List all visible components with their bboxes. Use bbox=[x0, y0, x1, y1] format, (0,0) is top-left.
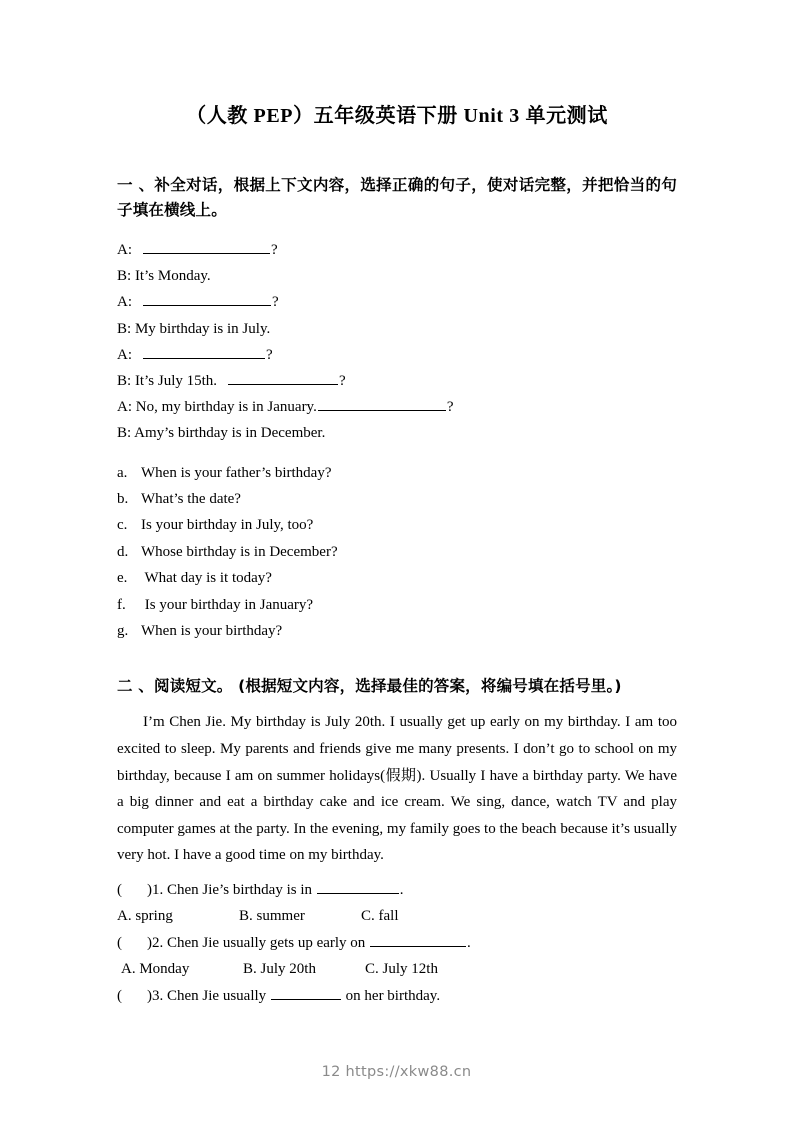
option-text: When is your birthday? bbox=[141, 623, 283, 640]
choice-text: Monday bbox=[135, 961, 190, 978]
dialogue-list bbox=[117, 237, 677, 447]
choice-text: July 12th bbox=[378, 961, 438, 978]
question-number: 2. bbox=[152, 934, 164, 951]
list-item[interactable] bbox=[117, 592, 677, 618]
option-letter: b. bbox=[117, 491, 129, 508]
section-2-heading: 二 、阅读短文。 (根据短文内容，选择最佳的答案，将编号填在括号里。) bbox=[117, 677, 622, 696]
choice-text: fall bbox=[374, 908, 399, 925]
dialogue-line bbox=[117, 289, 677, 315]
answer-blank[interactable] bbox=[318, 396, 446, 411]
choice-b[interactable] bbox=[239, 903, 361, 929]
answer-parenthesis[interactable] bbox=[117, 877, 147, 903]
choice-c[interactable] bbox=[361, 903, 399, 929]
dialogue-speaker: B: bbox=[117, 268, 132, 285]
question-text-after: on her birthday. bbox=[341, 987, 441, 1004]
answer-blank[interactable] bbox=[143, 239, 270, 254]
question-stem bbox=[117, 930, 677, 956]
dialogue-line bbox=[117, 420, 677, 446]
dialogue-line bbox=[117, 237, 677, 263]
dialogue-line bbox=[117, 394, 677, 420]
paren-open: ( bbox=[117, 987, 122, 1004]
dialogue-line bbox=[117, 342, 677, 368]
dialogue-speaker: B: bbox=[117, 320, 132, 337]
dialogue-speaker: B: bbox=[117, 373, 132, 390]
paren-open: ( bbox=[117, 882, 122, 899]
dialogue-speaker: A: bbox=[117, 346, 132, 363]
choice-label: B. bbox=[243, 961, 257, 978]
choice-label: C. bbox=[361, 908, 375, 925]
dialogue-suffix: ? bbox=[271, 242, 278, 258]
paren-close: ) bbox=[147, 987, 152, 1004]
choice-label: A. bbox=[121, 961, 136, 978]
dialogue-line bbox=[117, 316, 677, 342]
question-text: Chen Jie’s birthday is in bbox=[163, 882, 312, 899]
option-letter: c. bbox=[117, 517, 128, 534]
option-list bbox=[117, 460, 677, 645]
option-letter: d. bbox=[117, 543, 129, 560]
question-text-after: . bbox=[399, 882, 404, 899]
answer-blank[interactable] bbox=[271, 985, 341, 1000]
answer-parenthesis[interactable] bbox=[117, 983, 147, 1009]
answer-blank[interactable] bbox=[143, 291, 271, 306]
reading-passage: I’m Chen Jie. My birthday is July 20th. I usually get up early on my birthday. I am too excited to sleep. My parents and friends give me many presents. I don’t go to school on my birthday, because I am on summer holidays(假期). Usually I have a birthday party. We have a big dinner and eat a birthday cake and ice cream. We sing, dance, watch TV and play computer games at the party. In the evening, my family goes to the beach because it’s usually very hot. I have a good time on my birthday. bbox=[117, 714, 677, 864]
answer-parenthesis[interactable] bbox=[117, 930, 147, 956]
choice-row bbox=[117, 956, 677, 982]
dialogue-suffix: ? bbox=[272, 294, 279, 311]
dialogue-text: No, my birthday is in January. bbox=[132, 399, 317, 416]
answer-blank[interactable] bbox=[370, 932, 466, 947]
dialogue-suffix: ? bbox=[339, 373, 346, 390]
option-letter: g. bbox=[117, 623, 129, 640]
dialogue-text: It’s July 15th. bbox=[131, 373, 218, 390]
choice-label: B. bbox=[239, 908, 253, 925]
paren-close: ) bbox=[147, 882, 152, 899]
option-text: When is your father’s birthday? bbox=[141, 464, 332, 481]
document-content bbox=[117, 0, 677, 1009]
dialogue-speaker: B: bbox=[117, 425, 132, 442]
dialogue-suffix: ? bbox=[266, 346, 273, 363]
list-item[interactable] bbox=[117, 460, 677, 486]
option-letter: f. bbox=[117, 596, 126, 613]
option-text: What day is it today? bbox=[141, 570, 272, 587]
choice-c[interactable] bbox=[365, 956, 438, 982]
choice-text: spring bbox=[131, 908, 173, 925]
dialogue-text: My birthday is in July. bbox=[131, 320, 271, 337]
question-stem bbox=[117, 983, 677, 1009]
dialogue-speaker: A: bbox=[117, 399, 132, 416]
dialogue-suffix: ? bbox=[446, 399, 454, 416]
question-number: 3. bbox=[152, 987, 164, 1004]
choice-text: July 20th bbox=[256, 961, 316, 978]
list-item[interactable] bbox=[117, 565, 677, 591]
answer-blank[interactable] bbox=[143, 344, 265, 359]
choice-a[interactable] bbox=[117, 903, 239, 929]
answer-blank[interactable] bbox=[317, 879, 399, 894]
paren-open: ( bbox=[117, 934, 122, 951]
question-list bbox=[117, 877, 677, 1009]
choice-label: A. bbox=[117, 908, 132, 925]
option-text: Whose birthday is in December? bbox=[141, 543, 338, 560]
choice-row bbox=[117, 903, 677, 929]
option-letter: e. bbox=[117, 570, 128, 587]
section-1-heading: 一 、补全对话，根据上下文内容，选择正确的句子，使对话完整，并把恰当的句子填在横线上。 bbox=[117, 176, 677, 219]
dialogue-speaker: A: bbox=[117, 242, 132, 258]
list-item[interactable] bbox=[117, 512, 677, 538]
list-item[interactable] bbox=[117, 618, 677, 644]
dialogue-line bbox=[117, 368, 677, 394]
choice-label: C. bbox=[365, 961, 379, 978]
option-text: What’s the date? bbox=[141, 491, 241, 508]
choice-text: summer bbox=[252, 908, 305, 925]
page-title: （人教 PEP）五年级英语下册 Unit 3 单元测试 bbox=[186, 105, 608, 127]
dialogue-text: Amy’s birthday is in December. bbox=[131, 425, 326, 442]
question-text: Chen Jie usually bbox=[163, 987, 267, 1004]
question-stem bbox=[117, 877, 677, 903]
dialogue-text: It’s Monday. bbox=[131, 268, 211, 285]
dialogue-line bbox=[117, 263, 677, 289]
page-footer: 12 https://xkw88.cn bbox=[321, 1064, 472, 1080]
option-text: Is your birthday in January? bbox=[141, 596, 314, 613]
option-text: Is your birthday in July, too? bbox=[141, 517, 314, 534]
paren-close: ) bbox=[147, 934, 152, 951]
question-text-after: . bbox=[467, 934, 471, 951]
choice-a[interactable] bbox=[121, 956, 243, 982]
list-item[interactable] bbox=[117, 539, 677, 565]
list-item[interactable] bbox=[117, 486, 677, 512]
dialogue-speaker: A: bbox=[117, 294, 132, 311]
option-letter: a. bbox=[117, 464, 128, 481]
choice-b[interactable] bbox=[243, 956, 365, 982]
question-text: Chen Jie usually gets up early on bbox=[163, 934, 366, 951]
question-number: 1. bbox=[152, 882, 164, 899]
answer-blank[interactable] bbox=[228, 370, 338, 385]
